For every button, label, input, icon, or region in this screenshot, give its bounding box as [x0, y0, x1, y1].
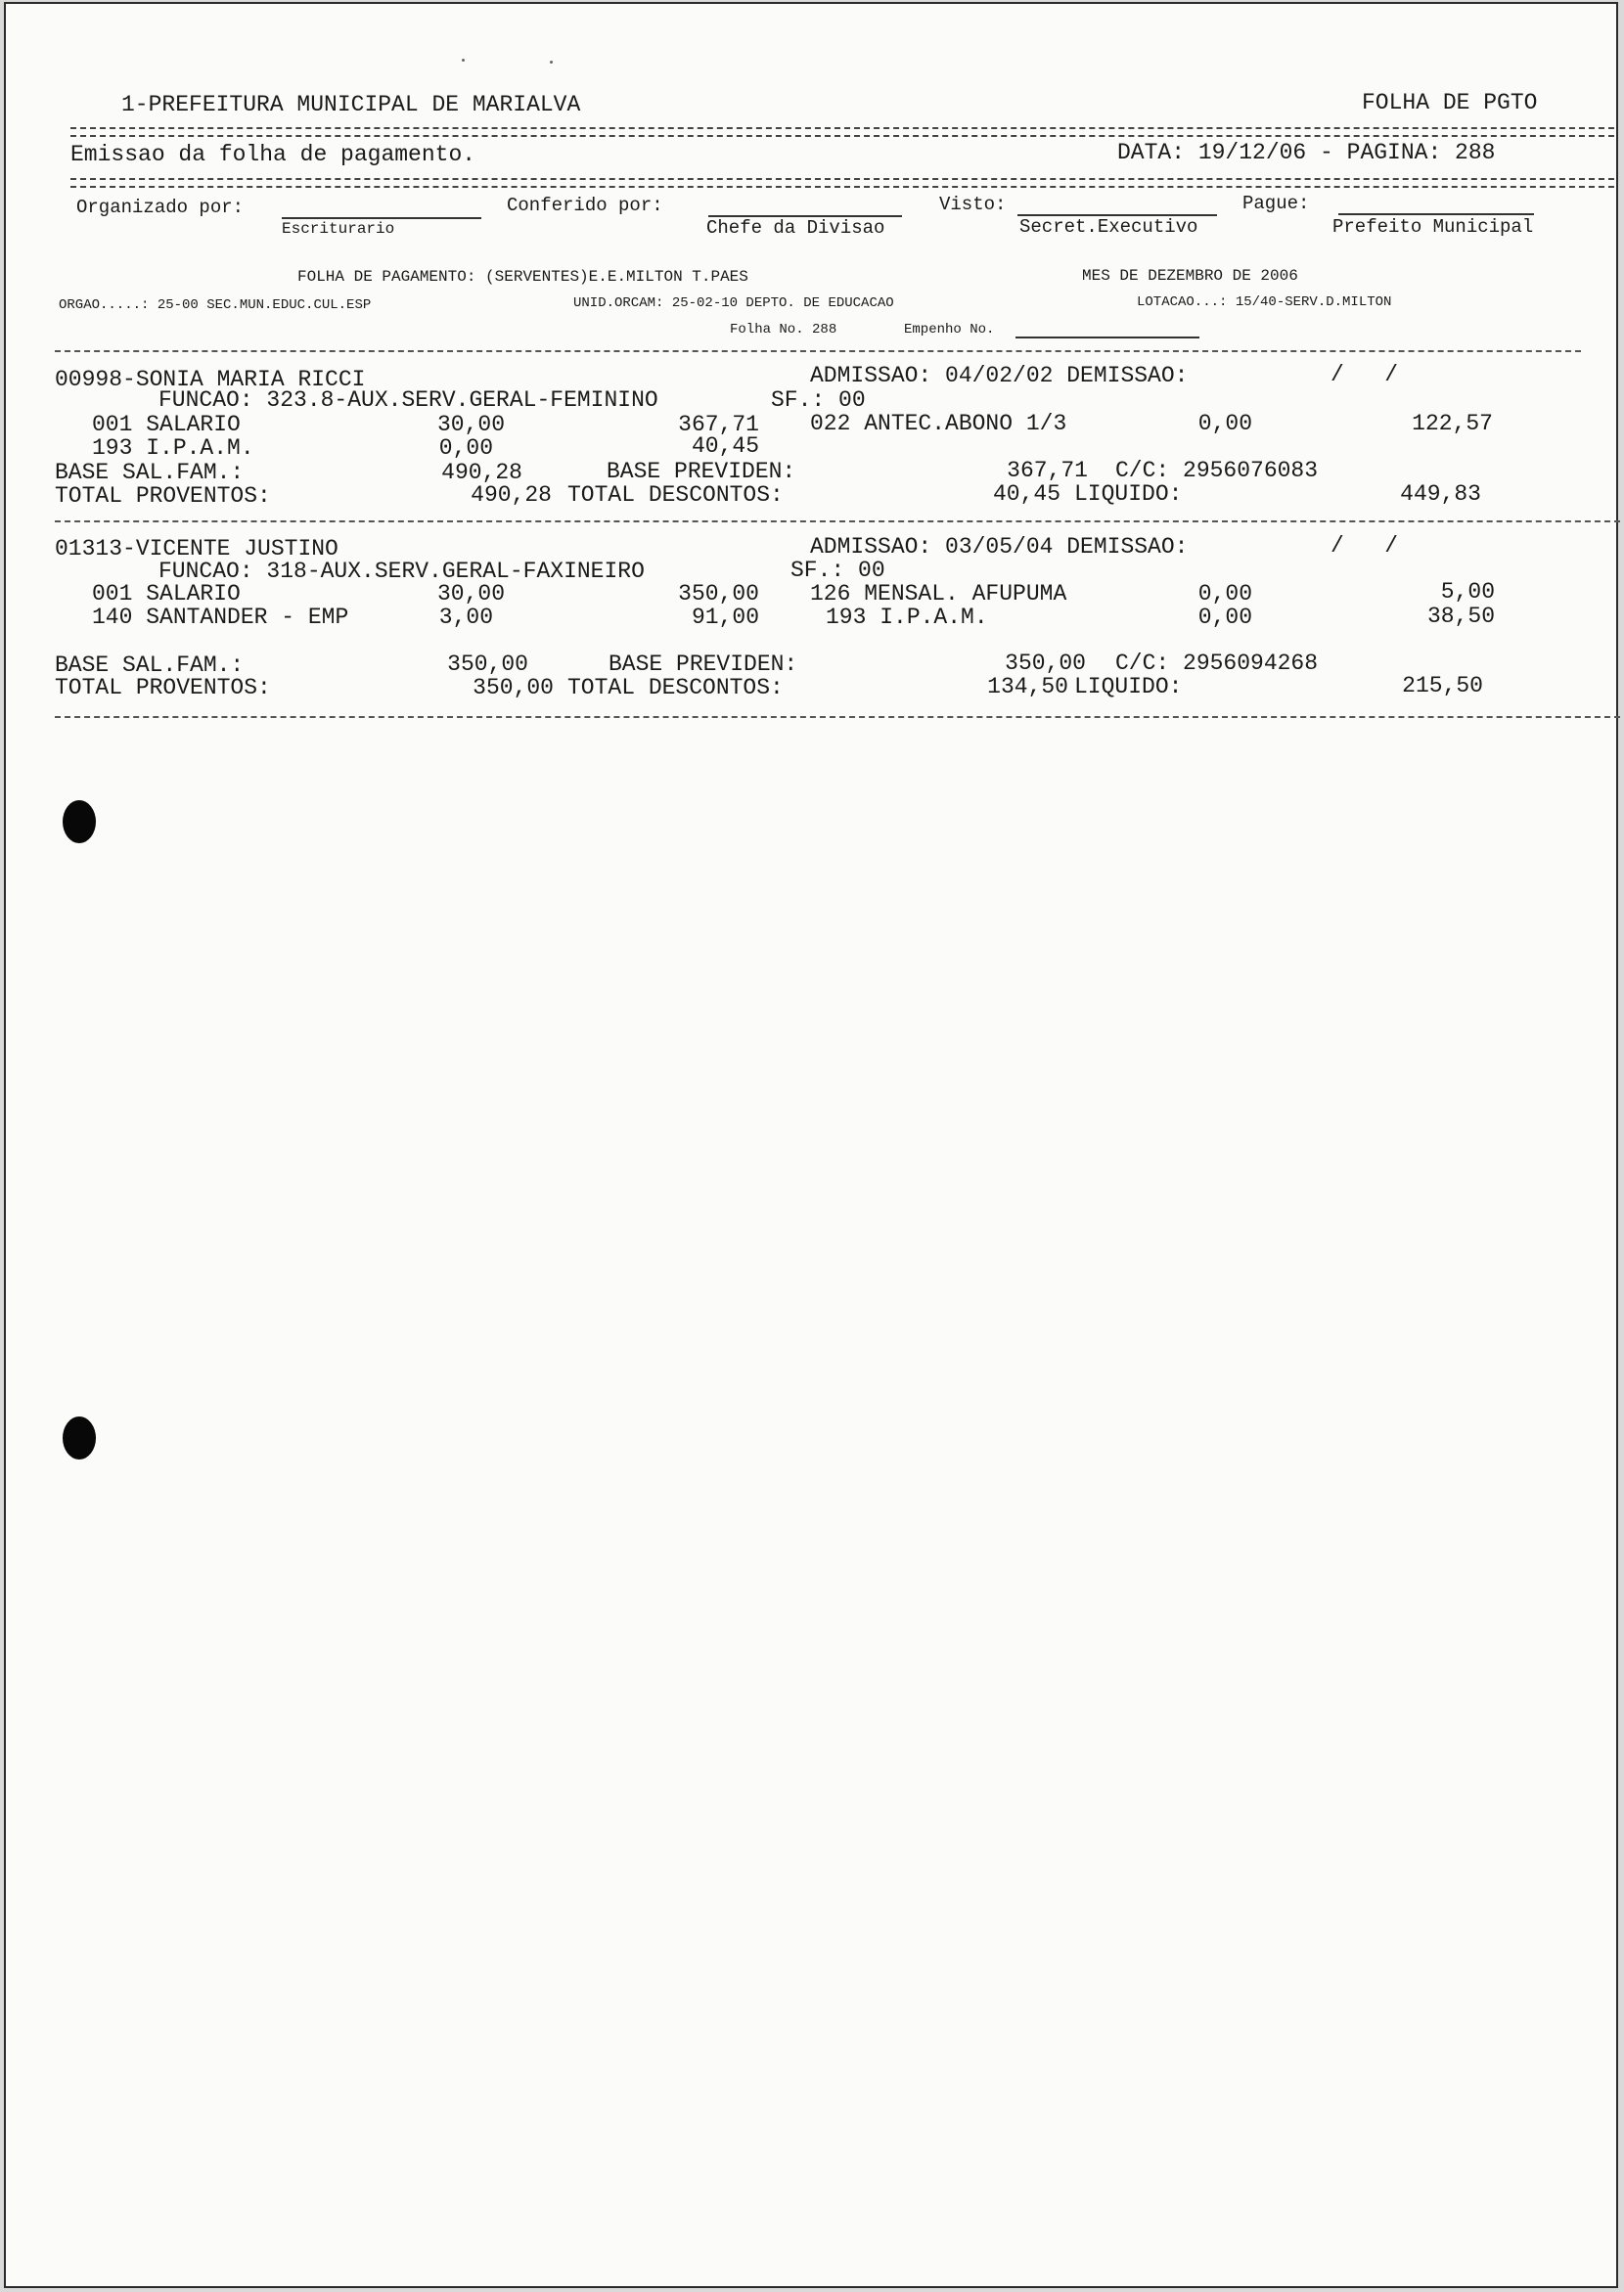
- earning-code: 193 I.P.A.M.: [92, 435, 254, 461]
- earning-code: 193 I.P.A.M.: [826, 605, 988, 630]
- total-descontos-value: 134,50: [987, 674, 1068, 699]
- signature-role: Chefe da Divisao: [706, 217, 885, 239]
- folha-title: FOLHA DE PAGAMENTO: (SERVENTES)E.E.MILTON T.PAES: [297, 268, 748, 286]
- earning-code: 140 SANTANDER - EMP: [92, 605, 349, 630]
- base-sal-label: BASE SAL.FAM.:: [55, 652, 245, 678]
- punch-hole: [63, 1416, 96, 1460]
- dashed-rule: [55, 520, 1620, 522]
- signature-label: Pague:: [1242, 193, 1310, 214]
- reference-value: 0,00: [1197, 581, 1252, 607]
- liquido-label: LIQUIDO:: [1074, 481, 1183, 507]
- signature-label: Visto:: [939, 194, 1007, 215]
- bank-account: C/C: 2956094268: [1115, 651, 1319, 676]
- function: FUNCAO: 323.8-AUX.SERV.GERAL-FEMININO: [158, 387, 658, 413]
- signature-line: [1338, 213, 1534, 215]
- bank-account: C/C: 2956076083: [1115, 458, 1319, 483]
- amount-value: 367,71: [678, 412, 759, 437]
- reference-value: 30,00: [436, 412, 505, 437]
- lotacao: LOTACAO...: 15/40-SERV.D.MILTON: [1137, 294, 1392, 310]
- signature-label: Conferido por:: [507, 195, 663, 216]
- reference-value: 0,00: [438, 435, 493, 461]
- amount-value: 350,00: [678, 581, 759, 607]
- amount-value: 122,57: [1412, 411, 1493, 436]
- total-descontos-label: TOTAL DESCONTOS:: [567, 482, 784, 508]
- signature-line: [282, 217, 481, 219]
- total-descontos-value: 40,45: [992, 481, 1060, 507]
- dashed-rule: [55, 716, 1620, 718]
- dismissal-date: / /: [1331, 362, 1399, 387]
- base-sal-value: 490,28: [441, 460, 522, 485]
- total-proventos-label: TOTAL PROVENTOS:: [55, 675, 271, 700]
- earning-code: 001 SALARIO: [92, 412, 241, 437]
- empenho-label: Empenho No.: [904, 322, 995, 337]
- amount-value: 38,50: [1426, 604, 1495, 629]
- folha-number: Folha No. 288: [730, 322, 837, 337]
- report-subtitle: Emissao da folha de pagamento.: [70, 142, 476, 167]
- signature-role: Secret.Executivo: [1019, 216, 1198, 238]
- reference-value: 30,00: [436, 581, 505, 607]
- org-title: 1-PREFEITURA MUNICIPAL DE MARIALVA: [121, 92, 581, 117]
- base-prev-value: 350,00: [1005, 651, 1086, 676]
- month-label: MES DE DEZEMBRO DE 2006: [1082, 267, 1298, 285]
- employee-name: 00998-SONIA MARIA RICCI: [55, 367, 366, 392]
- dashed-rule: [55, 350, 1581, 352]
- amount-value: 5,00: [1440, 579, 1495, 605]
- unid-orcam: UNID.ORCAM: 25-02-10 DEPTO. DE EDUCACAO: [573, 295, 894, 311]
- base-prev-value: 367,71: [1007, 458, 1088, 483]
- date-page: DATA: 19/12/06 - PAGINA: 288: [1117, 140, 1496, 165]
- scan-speck: [462, 59, 465, 62]
- admission-info: ADMISSAO: 03/05/04 DEMISSAO:: [810, 534, 1189, 560]
- admission-info: ADMISSAO: 04/02/02 DEMISSAO:: [810, 363, 1189, 388]
- function: FUNCAO: 318-AUX.SERV.GERAL-FAXINEIRO: [158, 559, 645, 584]
- total-proventos-value: 490,28: [471, 482, 552, 508]
- double-rule: [70, 178, 1614, 188]
- employee-name: 01313-VICENTE JUSTINO: [55, 536, 338, 562]
- payroll-sheet: [4, 2, 1618, 2288]
- base-prev-label: BASE PREVIDEN:: [609, 652, 798, 677]
- total-descontos-label: TOTAL DESCONTOS:: [567, 675, 784, 700]
- base-sal-value: 350,00: [447, 652, 528, 677]
- amount-value: 40,45: [691, 433, 759, 459]
- earning-code: 126 MENSAL. AFUPUMA: [810, 581, 1067, 607]
- sf-code: SF.: 00: [771, 387, 866, 413]
- earning-code: 001 SALARIO: [92, 581, 241, 607]
- double-rule: [70, 127, 1614, 137]
- liquido-value: 449,83: [1400, 481, 1481, 507]
- base-prev-label: BASE PREVIDEN:: [607, 459, 796, 484]
- signature-role: Escriturario: [282, 220, 395, 238]
- signature-role: Prefeito Municipal: [1332, 216, 1534, 238]
- total-proventos-value: 350,00: [473, 675, 554, 700]
- dismissal-date: / /: [1331, 533, 1399, 559]
- sf-code: SF.: 00: [790, 558, 885, 583]
- doc-type: FOLHA DE PGTO: [1362, 90, 1538, 115]
- earning-code: 022 ANTEC.ABONO 1/3: [810, 411, 1067, 436]
- reference-value: 3,00: [438, 605, 493, 630]
- liquido-value: 215,50: [1402, 673, 1483, 698]
- signature-label: Organizado por:: [76, 197, 245, 218]
- orgao: ORGAO.....: 25-00 SEC.MUN.EDUC.CUL.ESP: [59, 297, 372, 313]
- scan-speck: [550, 61, 553, 64]
- punch-hole: [63, 800, 96, 843]
- reference-value: 0,00: [1197, 411, 1252, 436]
- base-sal-label: BASE SAL.FAM.:: [55, 460, 245, 485]
- empenho-line: [1015, 337, 1199, 338]
- total-proventos-label: TOTAL PROVENTOS:: [55, 483, 271, 509]
- reference-value: 0,00: [1197, 605, 1252, 630]
- amount-value: 91,00: [691, 605, 759, 630]
- liquido-label: LIQUIDO:: [1074, 674, 1183, 699]
